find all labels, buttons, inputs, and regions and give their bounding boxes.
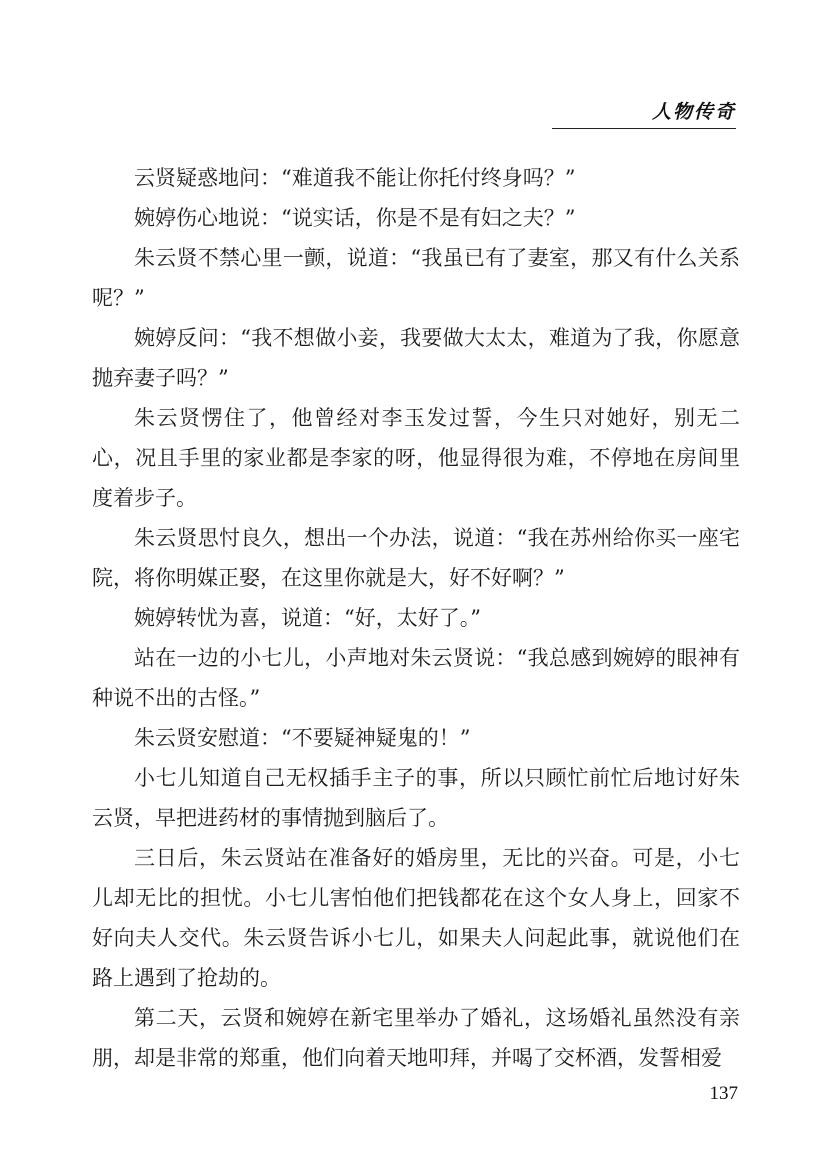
running-header bbox=[552, 98, 736, 129]
paragraph: 云贤疑惑地问：“难道我不能让你托付终身吗？” bbox=[134, 166, 576, 190]
page-number: 137 bbox=[709, 1083, 738, 1104]
paragraph: 朱云贤安慰道：“不要疑神疑鬼的！” bbox=[134, 726, 471, 750]
paragraph: 朱云贤愣住了，他曾经对李玉发过誓，今生只对她好，别无二心，况且手里的家业都是李家的呀，他显得很为难，不停地在房间里度着步子。 bbox=[92, 406, 740, 510]
paragraph: 第二天，云贤和婉婷在新宅里举办了婚礼，这场婚礼虽然没有亲朋，却是非常的郑重，他们向着天地叩拜，并喝了交杯酒，发誓相爱 bbox=[92, 1006, 740, 1070]
paragraph: 小七儿知道自己无权插手主子的事，所以只顾忙前忙后地讨好朱云贤，早把进药材的事情抛到脑后了。 bbox=[92, 766, 740, 830]
paragraph: 站在一边的小七儿，小声地对朱云贤说：“我总感到婉婷的眼神有种说不出的古怪。” bbox=[92, 646, 740, 710]
paragraph: 婉婷伤心地说：“说实话，你是不是有妇之夫？” bbox=[134, 206, 576, 230]
paragraph: 婉婷转忧为喜，说道：“好，太好了。” bbox=[134, 606, 481, 630]
paragraph: 三日后，朱云贤站在准备好的婚房里，无比的兴奋。可是，小七儿却无比的担忧。小七儿害怕他们把钱都花在这个女人身上，回家不好向夫人交代。朱云贤告诉小七儿，如果夫人问起此事，就说他们在路上遇到了抢劫的。 bbox=[92, 846, 740, 990]
paragraph: 婉婷反问：“我不想做小妾，我要做大太太，难道为了我，你愿意抛弃妻子吗？” bbox=[92, 326, 740, 390]
body-text bbox=[92, 158, 740, 1078]
paragraph: 朱云贤思忖良久，想出一个办法，说道：“我在苏州给你买一座宅院，将你明媒正娶，在这里你就是大，好不好啊？” bbox=[92, 526, 740, 590]
section-title: 人物传奇 bbox=[651, 101, 736, 123]
paragraph: 朱云贤不禁心里一颤，说道：“我虽已有了妻室，那又有什么关系呢？” bbox=[92, 246, 740, 310]
